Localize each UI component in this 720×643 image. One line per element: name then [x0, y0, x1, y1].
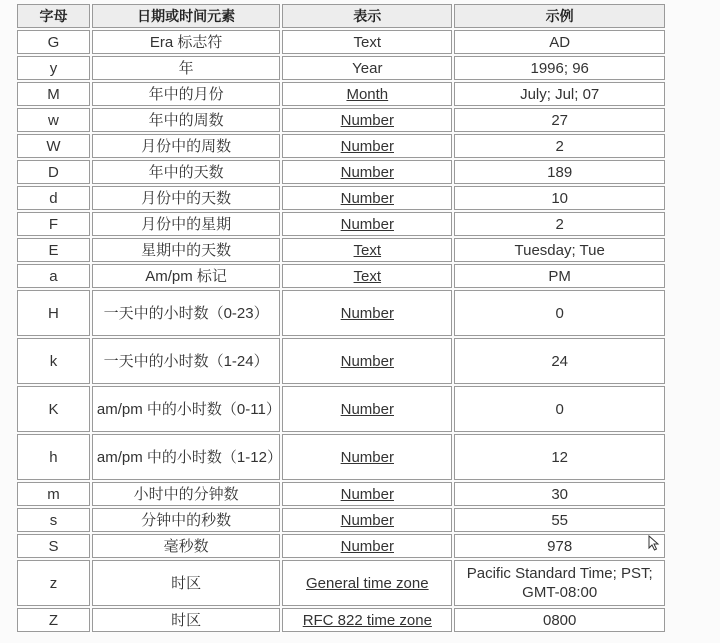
cell-element: Am/pm 标记 — [92, 264, 280, 288]
cell-example: 2 — [454, 134, 665, 158]
table-row — [17, 108, 665, 132]
header-letter: 字母 — [17, 4, 90, 28]
table-row — [17, 386, 665, 432]
table-row — [17, 608, 665, 632]
presentation-link[interactable]: Number — [340, 163, 394, 181]
cell-element: am/pm 中的小时数（1-12） — [92, 434, 280, 480]
cell-presentation — [282, 534, 452, 558]
presentation-link[interactable]: Number — [340, 511, 394, 529]
cell-element: am/pm 中的小时数（0-11） — [92, 386, 280, 432]
table-row — [17, 82, 665, 106]
presentation-link[interactable]: Text — [353, 267, 382, 285]
table-row — [17, 238, 665, 262]
cell-presentation — [282, 264, 452, 288]
header-element: 日期或时间元素 — [92, 4, 280, 28]
cell-letter: w — [17, 108, 90, 132]
cell-presentation — [282, 508, 452, 532]
cell-element: 年中的天数 — [92, 160, 280, 184]
table-row — [17, 508, 665, 532]
cell-letter: m — [17, 482, 90, 506]
cell-presentation — [282, 160, 452, 184]
cell-presentation — [282, 482, 452, 506]
cell-element: 时区 — [92, 560, 280, 606]
cell-presentation: Text — [282, 30, 452, 54]
cell-element: 月份中的星期 — [92, 212, 280, 236]
table-header-row — [17, 4, 665, 28]
cell-example: 10 — [454, 186, 665, 210]
presentation-link[interactable]: Number — [340, 137, 394, 155]
cell-presentation — [282, 338, 452, 384]
table-row — [17, 160, 665, 184]
table-row — [17, 482, 665, 506]
cell-letter: d — [17, 186, 90, 210]
cell-example: 0 — [454, 290, 665, 336]
mouse-cursor-icon — [648, 535, 660, 551]
cell-example: 24 — [454, 338, 665, 384]
cell-example: Tuesday; Tue — [454, 238, 665, 262]
cell-presentation — [282, 186, 452, 210]
table-row — [17, 186, 665, 210]
presentation-link[interactable]: Text — [353, 241, 382, 259]
presentation-link[interactable]: Number — [340, 400, 394, 418]
table-row — [17, 56, 665, 80]
table-row — [17, 534, 665, 558]
cell-example: 0800 — [454, 608, 665, 632]
cell-example: 0 — [454, 386, 665, 432]
cell-letter: D — [17, 160, 90, 184]
cell-presentation — [282, 238, 452, 262]
table-row — [17, 212, 665, 236]
cell-example: 2 — [454, 212, 665, 236]
presentation-link[interactable]: Number — [340, 189, 394, 207]
cell-letter: W — [17, 134, 90, 158]
cell-element: 一天中的小时数（1-24） — [92, 338, 280, 384]
cell-example: 978 — [454, 534, 665, 558]
cell-presentation — [282, 560, 452, 606]
table-row — [17, 134, 665, 158]
cell-element: 月份中的天数 — [92, 186, 280, 210]
cell-example: PM — [454, 264, 665, 288]
cell-letter: E — [17, 238, 90, 262]
cell-element: 时区 — [92, 608, 280, 632]
presentation-link[interactable]: Number — [340, 537, 394, 555]
presentation-link[interactable]: Number — [340, 485, 394, 503]
cell-letter: h — [17, 434, 90, 480]
cell-element: 年 — [92, 56, 280, 80]
cell-letter: y — [17, 56, 90, 80]
presentation-link[interactable]: Number — [340, 111, 394, 129]
table-row — [17, 30, 665, 54]
cell-example: 12 — [454, 434, 665, 480]
cell-element: 年中的周数 — [92, 108, 280, 132]
cell-presentation — [282, 134, 452, 158]
cell-element: 月份中的周数 — [92, 134, 280, 158]
presentation-link[interactable]: Number — [340, 448, 394, 466]
cell-letter: F — [17, 212, 90, 236]
cell-presentation — [282, 386, 452, 432]
cell-example: 55 — [454, 508, 665, 532]
cell-letter: G — [17, 30, 90, 54]
cell-letter: a — [17, 264, 90, 288]
cell-letter: H — [17, 290, 90, 336]
presentation-link[interactable]: RFC 822 time zone — [302, 611, 432, 629]
cell-example: AD — [454, 30, 665, 54]
cell-letter: Z — [17, 608, 90, 632]
cell-element: 分钟中的秒数 — [92, 508, 280, 532]
cell-element: 年中的月份 — [92, 82, 280, 106]
cell-presentation — [282, 108, 452, 132]
cell-element: Era 标志符 — [92, 30, 280, 54]
cell-presentation — [282, 212, 452, 236]
cell-example: 27 — [454, 108, 665, 132]
cell-element: 星期中的天数 — [92, 238, 280, 262]
cell-letter: K — [17, 386, 90, 432]
table-body — [17, 30, 665, 632]
presentation-link[interactable]: Number — [340, 304, 394, 322]
cell-presentation — [282, 434, 452, 480]
cell-example: 1996; 96 — [454, 56, 665, 80]
cell-letter: s — [17, 508, 90, 532]
table-row — [17, 560, 665, 606]
cell-letter: z — [17, 560, 90, 606]
cell-presentation — [282, 290, 452, 336]
header-presentation: 表示 — [282, 4, 452, 28]
cell-element: 小时中的分钟数 — [92, 482, 280, 506]
cell-example: July; Jul; 07 — [454, 82, 665, 106]
presentation-link[interactable]: General time zone — [306, 574, 429, 592]
table-row — [17, 338, 665, 384]
cell-letter: S — [17, 534, 90, 558]
table-row — [17, 434, 665, 480]
presentation-link[interactable]: Month — [346, 85, 389, 103]
cell-example: 189 — [454, 160, 665, 184]
cell-presentation — [282, 82, 452, 106]
cell-presentation — [282, 608, 452, 632]
cell-element: 一天中的小时数（0-23） — [92, 290, 280, 336]
presentation-link[interactable]: Number — [340, 215, 394, 233]
cell-example: 30 — [454, 482, 665, 506]
cell-example: Pacific Standard Time; PST; GMT-08:00 — [454, 560, 665, 606]
date-format-table — [15, 2, 667, 634]
header-example: 示例 — [454, 4, 665, 28]
cell-letter: M — [17, 82, 90, 106]
table-row — [17, 264, 665, 288]
cell-letter: k — [17, 338, 90, 384]
presentation-link[interactable]: Number — [340, 352, 394, 370]
cell-element: 毫秒数 — [92, 534, 280, 558]
table-row — [17, 290, 665, 336]
cell-presentation: Year — [282, 56, 452, 80]
